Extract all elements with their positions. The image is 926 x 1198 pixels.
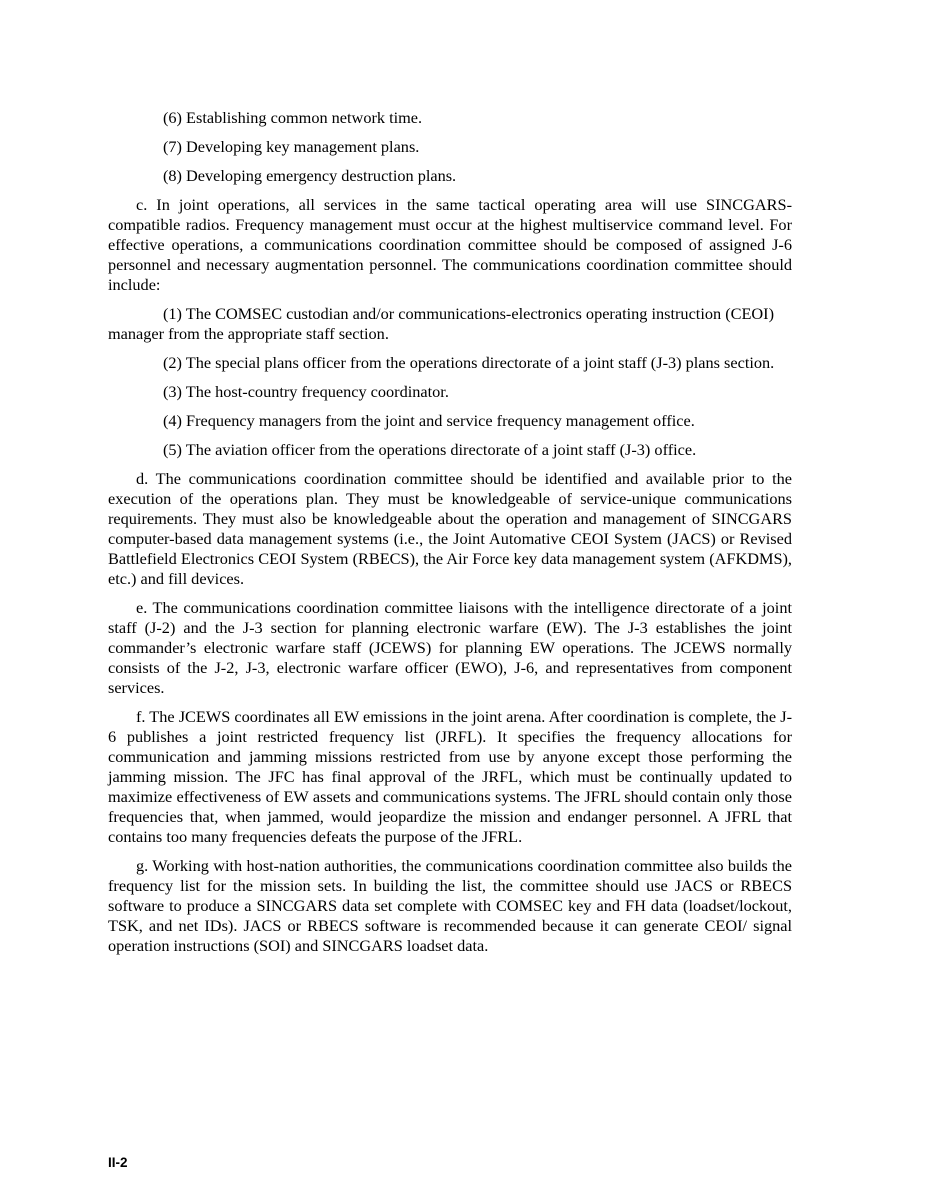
list-item-3: (3) The host-country frequency coordinator. <box>163 382 449 401</box>
paragraph-c: c. In joint operations, all services in the same tactical operating area will use SINCGARS-compatible radios. Frequency management must occur at the highest multiservice command level. For effective operations, a communications coordination committee should be composed of assigned J-6 personnel and necessary augmentation personnel. The communications coordination committee should include: <box>108 195 792 294</box>
paragraph-d: d. The communications coordination committee should be identified and available prior to the execution of the operations plan. They must be knowledgeable of service-unique communications requirements. They must also be knowledgeable about the operation and management of SINCGARS computer-based data management systems (i.e., the Joint Automative CEOI System (JACS) or Revised Battlefield Electronics CEOI System (RBECS), the Air Force key data management system (AFKDMS), etc.) and fill devices. <box>108 469 792 588</box>
list-item-5: (5) The aviation officer from the operations directorate of a joint staff (J-3) office. <box>163 440 697 459</box>
paragraph-e: e. The communications coordination committee liaisons with the intelligence directorate of a joint staff (J-2) and the J-3 section for planning electronic warfare (EW). The J-3 establishes the joint commander’s electronic warfare staff (JCEWS) for planning EW operations. The JCEWS normally consists of the J-2, J-3, electronic warfare officer (EWO), J-6, and representatives from component services. <box>108 598 792 697</box>
document-body <box>108 108 792 965</box>
paragraph-f: f. The JCEWS coordinates all EW emissions in the joint arena. After coordination is complete, the J-6 publishes a joint restricted frequency list (JRFL). It specifies the frequency allocations for communication and jamming missions restricted from use by anyone except those performing the jamming mission. The JFC has final approval of the JRFL, which must be continually updated to maximize effectiveness of EW assets and communications systems. The JFRL should contain only those frequencies that, when jammed, would jeopardize the mission and endanger personnel. A JFRL that contains too many frequencies defeats the purpose of the JFRL. <box>108 707 792 846</box>
page-number: II-2 <box>108 1155 128 1170</box>
list-item-7: (7) Developing key management plans. <box>163 137 420 156</box>
list-item-4: (4) Frequency managers from the joint and service frequency management office. <box>163 411 695 430</box>
list-item-2: (2) The special plans officer from the operations directorate of a joint staff (J-3) plans section. <box>163 353 775 372</box>
list-item-1: (1) The COMSEC custodian and/or communications-electronics operating instruction (CEOI) manager from the appropriate staff section. <box>108 304 775 343</box>
list-item-8: (8) Developing emergency destruction plans. <box>163 166 457 185</box>
paragraph-g: g. Working with host-nation authorities, the communications coordination committee also builds the frequency list for the mission sets. In building the list, the committee should use JACS or RBECS software to produce a SINCGARS data set complete with COMSEC key and FH data (loadset/lockout, TSK, and net IDs). JACS or RBECS software is recommended because it can generate CEOI/ signal operation instructions (SOI) and SINCGARS loadset data. <box>108 856 792 955</box>
list-item-6: (6) Establishing common network time. <box>163 108 423 127</box>
